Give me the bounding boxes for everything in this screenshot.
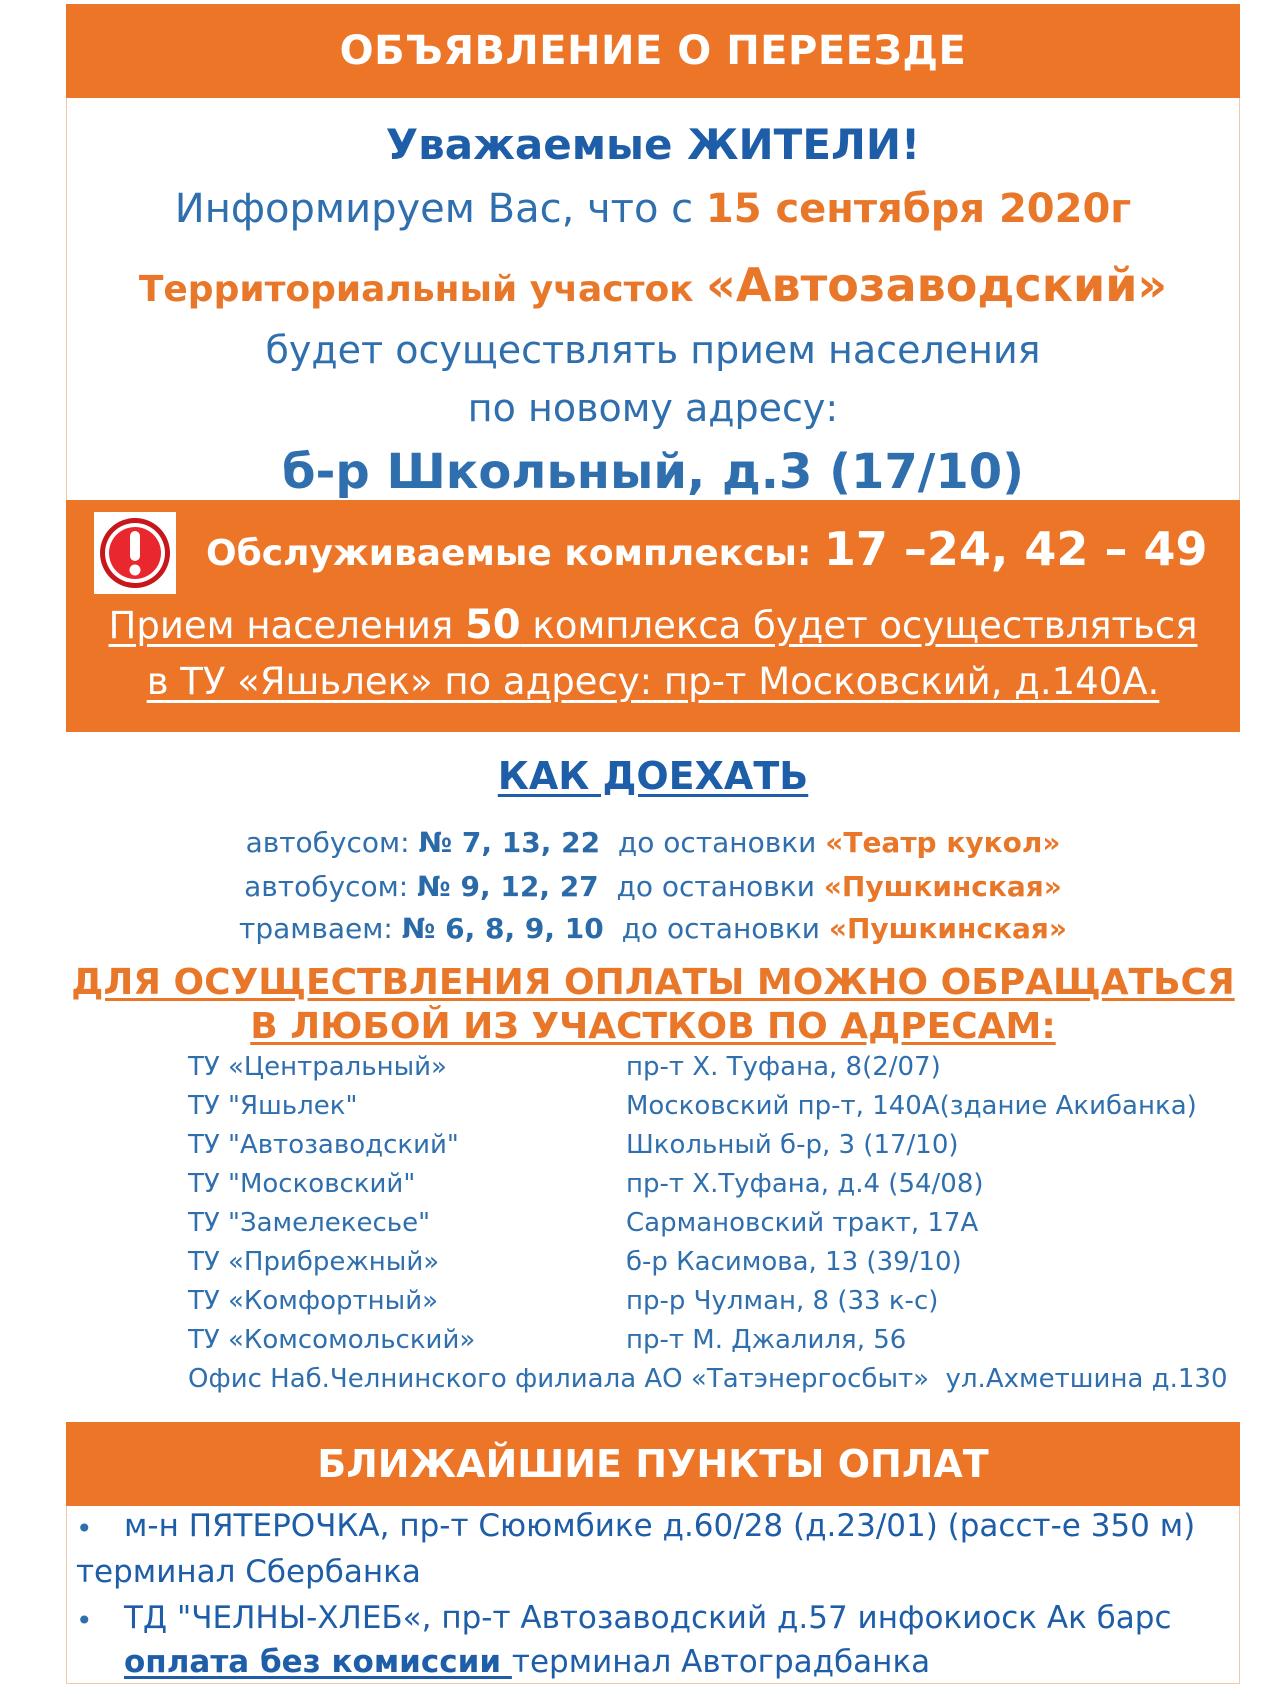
office-head-branch: Офис Наб.Челнинского филиала АО «Татэнергосбыт» ул.Ахметшина д.130 xyxy=(188,1364,1228,1394)
no-commission-note: оплата без комиссии xyxy=(124,1644,512,1680)
reception-complex-number: 50 xyxy=(464,602,521,648)
inform-prefix: Информируем Вас, что с xyxy=(174,186,706,232)
payment-title-line1: ДЛЯ ОСУЩЕСТВЛЕНИЯ ОПЛАТЫ МОЖНО ОБРАЩАТЬСЯ xyxy=(71,962,1235,1003)
route-row xyxy=(66,826,1240,859)
nearest-points-title: БЛИЖАЙШИЕ ПУНКТЫ ОПЛАТ xyxy=(317,1442,989,1486)
inform-line xyxy=(66,186,1240,232)
office-name: ТУ «Прибрежный» xyxy=(188,1247,440,1277)
office-address: пр-т М. Джалиля, 56 xyxy=(626,1325,907,1355)
directions-title: КАК ДОЕХАТЬ xyxy=(497,754,809,798)
reception-pre: Прием населения xyxy=(108,604,465,647)
office-name: ТУ "Замелекесье" xyxy=(188,1208,431,1238)
reception-notice-line2: в ТУ «Яшьлек» по адресу: пр-т Московский, д.140А. xyxy=(146,660,1160,703)
office-name: ТУ «Комфортный» xyxy=(188,1286,438,1316)
payment-point-1-line1: м-н ПЯТЕРОЧКА, пр-т Сююмбике д.60/28 (д.23/01) (расст-е 350 м) xyxy=(124,1508,1196,1544)
nearest-points-header xyxy=(66,1422,1240,1506)
route-numbers: № 7, 13, 22 xyxy=(418,826,601,859)
announcement-title: ОБЪЯВЛЕНИЕ О ПЕРЕЕЗДЕ xyxy=(339,28,967,74)
announcement-header xyxy=(66,4,1240,98)
office-address: пр-т Х. Туфана, 8(2/07) xyxy=(626,1052,941,1082)
route-mid: до остановки xyxy=(598,870,824,903)
office-address: пр-т Х.Туфана, д.4 (54/08) xyxy=(626,1169,984,1199)
office-name: ТУ «Центральный» xyxy=(188,1052,447,1082)
office-address: пр-р Чулман, 8 (33 к-с) xyxy=(626,1286,939,1316)
route-row xyxy=(66,870,1240,903)
office-address: Школьный б-р, 3 (17/10) xyxy=(626,1130,959,1160)
unit-line xyxy=(66,258,1240,312)
route-stop: «Пушкинская» xyxy=(828,912,1067,945)
new-address-label: по новому адресу: xyxy=(467,386,839,430)
payment-point-1-line2: терминал Сбербанка xyxy=(76,1554,421,1590)
office-name: ТУ "Московский" xyxy=(188,1169,416,1199)
reception-text: будет осуществлять прием населения xyxy=(265,328,1041,372)
notice-block xyxy=(66,500,1240,732)
unit-name: «Автозаводский» xyxy=(706,258,1168,312)
office-address: Московский пр-т, 140А(здание Акибанка) xyxy=(626,1091,1197,1121)
payment-title-line2: В ЛЮБОЙ ИЗ УЧАСТКОВ ПО АДРЕСАМ: xyxy=(250,1006,1056,1047)
route-mode: трамваем: xyxy=(239,912,402,945)
payment-point-2-line1: ТД "ЧЕЛНЫ-ХЛЕБ«, пр-т Автозаводский д.57 инфокиоск Ак барс xyxy=(124,1600,1172,1636)
route-stop: «Театр кукол» xyxy=(825,826,1061,859)
greeting: Уважаемые ЖИТЕЛИ! xyxy=(385,120,921,169)
move-date: 15 сентября 2020г xyxy=(705,186,1132,232)
warning-exclamation-icon xyxy=(94,512,176,594)
route-mid: до остановки xyxy=(603,912,829,945)
terminal-name: терминал Автоградбанка xyxy=(511,1644,931,1680)
reception-notice-line1 xyxy=(66,602,1240,648)
office-address: Сармановский тракт, 17А xyxy=(626,1208,979,1238)
complexes-label: Обслуживаемые комплексы: xyxy=(206,533,824,574)
route-mode: автобусом: xyxy=(244,870,418,903)
route-mode: автобусом: xyxy=(245,826,419,859)
unit-prefix: Территориальный участок xyxy=(138,269,707,310)
office-name: ТУ «Комсомольский» xyxy=(188,1325,476,1355)
route-stop: «Пушкинская» xyxy=(823,870,1062,903)
office-name: ТУ "Автозаводский" xyxy=(188,1130,459,1160)
bullet-icon: • xyxy=(76,1604,93,1637)
route-row xyxy=(66,912,1240,945)
route-numbers: № 6, 8, 9, 10 xyxy=(401,912,604,945)
office-name: ТУ "Яшьлек" xyxy=(188,1091,358,1121)
office-address: б-р Касимова, 13 (39/10) xyxy=(626,1247,962,1277)
bullet-icon: • xyxy=(76,1512,93,1545)
new-address: б-р Школьный, д.3 (17/10) xyxy=(281,444,1025,500)
payment-point-2-line2 xyxy=(124,1644,930,1680)
reception-post: комплекса будет осуществляться xyxy=(520,604,1198,647)
complexes-value: 17 –24, 42 – 49 xyxy=(823,522,1208,576)
route-mid: до остановки xyxy=(600,826,826,859)
served-complexes xyxy=(206,522,1207,576)
route-numbers: № 9, 12, 27 xyxy=(417,870,599,903)
